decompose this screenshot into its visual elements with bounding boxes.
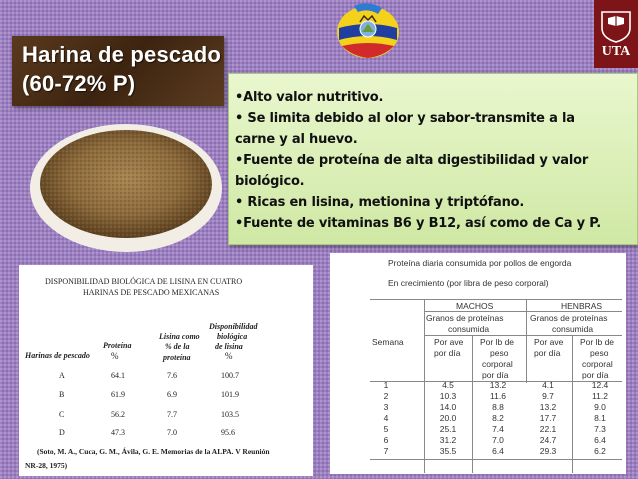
bullet-line: •Alto valor nutritivo. <box>235 90 384 105</box>
header-harinas: Harinas de pescado <box>25 351 90 360</box>
table-cell: 9.7 <box>542 391 554 401</box>
header-por-ave: Por ave <box>434 337 464 347</box>
table-cell: C <box>59 410 65 419</box>
ecuador-flag-icon <box>334 2 402 60</box>
table-cell: B <box>59 390 65 399</box>
header-de-lisina: de lisina <box>215 342 243 351</box>
bullet-line: •Fuente de vitaminas B6 y B12, así como de Ca y P. <box>235 216 601 231</box>
table-cell: 9.0 <box>594 402 606 412</box>
table-cell: 6.2 <box>594 446 606 456</box>
header-hembras: HENBRAS <box>561 301 603 311</box>
header-por-dia: por día <box>482 370 509 380</box>
lysine-availability-table <box>19 265 313 476</box>
table-cell: 7.6 <box>167 371 177 380</box>
table-cell: 35.5 <box>439 446 457 456</box>
table-cell: 17.7 <box>539 413 557 423</box>
header-machos: MACHOS <box>456 301 494 311</box>
table2-title: Proteína diaria consumida por pollos de engorda <box>388 258 572 268</box>
table-cell: 101.9 <box>221 390 239 399</box>
header-por-lb: Por lb de <box>580 337 615 347</box>
header-por-dia: por día <box>534 348 561 358</box>
table1-title: DISPONIBILIDAD BIOLÓGICA DE LISINA EN CUATRO <box>45 277 243 286</box>
unit-percent: % <box>111 351 119 361</box>
header-proteina2: proteína <box>163 353 191 362</box>
table-cell: 5 <box>383 424 389 434</box>
table-cell: 7.4 <box>492 424 504 434</box>
table-cell: 2 <box>383 391 389 401</box>
header-disponibilidad: Disponibilidad <box>209 322 258 331</box>
header-de-la: % de la <box>165 342 190 351</box>
table-cell: 7.0 <box>167 428 177 437</box>
table-cell: 64.1 <box>111 371 125 380</box>
daily-protein-table <box>330 253 626 474</box>
bullet-text-box <box>228 73 638 245</box>
table-cell: 11.2 <box>592 391 608 401</box>
table-cell: 7.3 <box>594 424 606 434</box>
table-cell: 14.0 <box>439 402 457 412</box>
table-cell: 47.3 <box>111 428 125 437</box>
table2-subtitle: En crecimiento (por libra de peso corporal) <box>388 278 549 288</box>
header-granos-hembras: Granos de proteínas <box>530 313 608 323</box>
table-cell: 24.7 <box>539 435 557 445</box>
header-por-lb: Por lb de <box>480 337 515 347</box>
table1-source: (Soto, M. A., Cuca, G. M., Ávila, G. E. Memorias de la ALPA. V Reunión <box>37 447 270 456</box>
table-cell: 103.5 <box>221 410 239 419</box>
bullet-line: carne y al huevo. <box>235 132 358 147</box>
header-por-ave: Por ave <box>534 337 564 347</box>
bullet-line: •Fuente de proteína de alta digestibilidad y valor <box>235 153 589 168</box>
header-granos-machos: Granos de proteínas <box>426 313 504 323</box>
table-cell: 4.1 <box>542 380 554 390</box>
table-cell: 13.2 <box>489 380 507 390</box>
header-consumida: consumida <box>552 324 594 334</box>
table-cell: 100.7 <box>221 371 239 380</box>
table-cell: 8.8 <box>492 402 504 412</box>
table-cell: 6.4 <box>492 446 504 456</box>
table-cell: 13.2 <box>539 402 557 412</box>
table-cell: 56.2 <box>111 410 125 419</box>
table-cell: D <box>59 428 65 437</box>
header-lisina-como: Lisina como <box>159 332 200 341</box>
table-cell: 29.3 <box>539 446 557 456</box>
header-semana: Semana <box>372 337 404 347</box>
table-cell: 61.9 <box>111 390 125 399</box>
table-cell: 12.4 <box>591 380 609 390</box>
header-peso: peso <box>590 348 609 358</box>
table-cell: 3 <box>383 402 389 412</box>
header-por-dia: por día <box>582 370 609 380</box>
header-biologica: biológica <box>217 332 248 341</box>
table1-source2: NR-28, 1975) <box>25 461 68 470</box>
header-consumida: consumida <box>448 324 490 334</box>
logo-text: UTA <box>601 44 631 59</box>
table-cell: 7.7 <box>167 410 177 419</box>
table-cell: 7.0 <box>492 435 504 445</box>
header-proteina: Proteína <box>103 341 132 350</box>
header-por-dia: por día <box>434 348 461 358</box>
table-cell: 6.4 <box>594 435 606 445</box>
table-cell: 6 <box>383 435 389 445</box>
table-cell: 4.5 <box>442 380 454 390</box>
table-cell: 8.1 <box>594 413 606 423</box>
university-logo-icon <box>594 0 638 68</box>
table1-subtitle: HARINAS DE PESCADO MEXICANAS <box>83 288 220 297</box>
slide-title-line2: (60-72% P) <box>22 71 136 96</box>
table-cell: 95.6 <box>221 428 235 437</box>
slide-title-line1: Harina de pescado <box>22 42 222 67</box>
table-cell: 1 <box>383 380 389 390</box>
table-cell: A <box>59 371 65 380</box>
bullet-line: • Se limita debido al olor y sabor-transmite a la <box>235 111 575 126</box>
table-cell: 11.6 <box>490 391 506 401</box>
table-cell: 20.0 <box>439 413 457 423</box>
header-peso: peso <box>490 348 509 358</box>
table-cell: 6.9 <box>167 390 177 399</box>
slide-title-box <box>12 36 224 106</box>
table-cell: 31.2 <box>439 435 457 445</box>
header-corporal: corporal <box>582 359 613 369</box>
table-cell: 7 <box>383 446 389 456</box>
bullet-line: • Ricas en lisina, metionina y triptófano. <box>235 195 525 210</box>
header-corporal: corporal <box>482 359 513 369</box>
fishmeal-photo <box>28 116 224 254</box>
bullet-line: biológico. <box>235 174 305 189</box>
table-cell: 10.3 <box>439 391 457 401</box>
unit-percent: % <box>225 351 233 361</box>
table-cell: 4 <box>383 413 389 423</box>
table-cell: 22.1 <box>539 424 557 434</box>
table-cell: 25.1 <box>439 424 457 434</box>
table-cell: 8.2 <box>492 413 504 423</box>
